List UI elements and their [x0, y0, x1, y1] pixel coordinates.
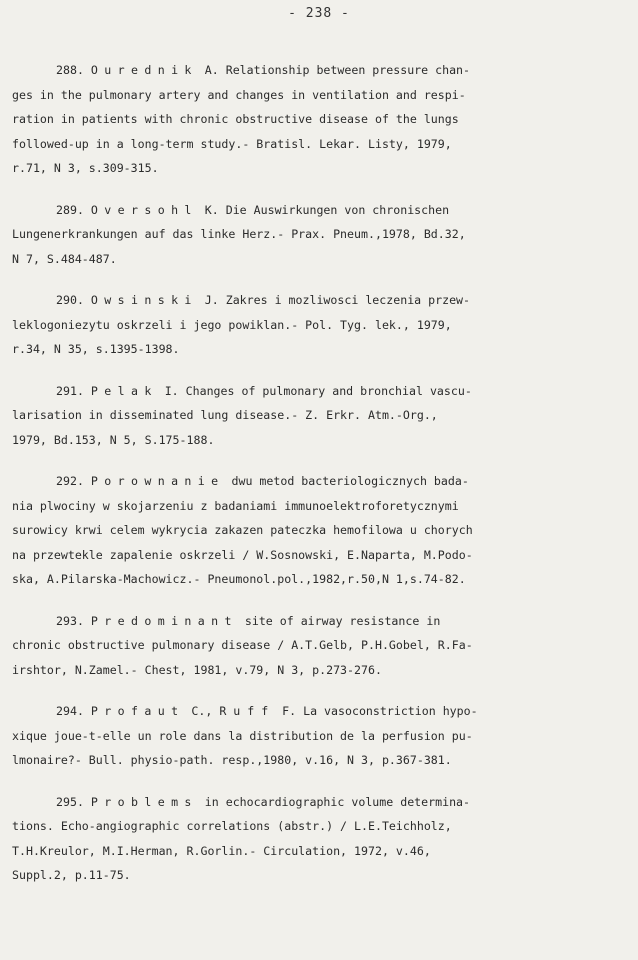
entry-number: 292. — [56, 474, 84, 488]
page-number: - 238 - — [288, 6, 350, 21]
entry-title-start: site of airway resistance in — [237, 613, 441, 628]
entry-first-line — [12, 790, 624, 815]
entry-line: followed-up in a long-term study.- Bratisl. Lekar. Listy, 1979, — [12, 136, 452, 151]
entry-number: 289. — [56, 202, 84, 217]
entry-author: Problems — [90, 794, 198, 809]
bibliography-entry — [12, 609, 624, 683]
entry-line: ska, A.Pilarska-Machowicz.- Pneumonol.pol.,1982,r.50,N 1,s.74-82. — [12, 572, 466, 586]
entry-number: 291. — [56, 383, 84, 398]
entry-author: Owsinski — [90, 293, 198, 307]
entry-author: Predominant — [90, 613, 238, 628]
entry-title-start: I. Changes of pulmonary and bronchial vascu- — [157, 383, 472, 398]
entry-first-line — [12, 288, 624, 313]
entry-number: 295. — [56, 794, 84, 809]
entry-line: ration in patients with chronic obstructive disease of the lungs — [12, 112, 459, 126]
entry-number: 288. — [56, 63, 84, 77]
entry-title-start: dwu metod bacteriologicznych bada- — [224, 474, 469, 488]
entry-line: surowicy krwi celem wykrycia zakazen pateczka hemofilowa u chorych — [12, 523, 473, 537]
entry-line: na przewtekle zapalenie oskrzeli / W.Sosnowski, E.Naparta, M.Podo- — [12, 547, 473, 562]
entry-author: Ourednik — [90, 63, 198, 77]
entry-first-line — [12, 379, 624, 404]
entry-number: 294. — [56, 704, 84, 718]
bibliography-entry — [12, 469, 624, 592]
entry-line: r.71, N 3, s.309-315. — [12, 161, 159, 175]
entry-line: lmonaire?- Bull. physio-path. resp.,1980, v.16, N 3, p.367-381. — [12, 753, 452, 767]
entry-title-start: C., R u f f F. La vasoconstriction hypo- — [184, 704, 478, 718]
entry-author: Porownanie — [90, 474, 225, 488]
entry-first-line — [12, 699, 624, 724]
entry-line: larisation in disseminated lung disease.- Z. Erkr. Atm.-Org., — [12, 408, 438, 422]
entry-author: Profaut — [90, 704, 185, 718]
entry-line: xique joue-t-elle un role dans la distribution de la perfusion pu- — [12, 728, 473, 743]
entry-author: Oversohl — [90, 202, 198, 217]
entry-line: ges in the pulmonary artery and changes in ventilation and respi- — [12, 87, 466, 102]
entry-line: irshtor, N.Zamel.- Chest, 1981, v.79, N 3, p.273-276. — [12, 662, 382, 677]
entry-line: leklogoniezytu oskrzeli i jego powiklan.- Pol. Tyg. lek., 1979, — [12, 317, 452, 332]
entry-title-start: K. Die Auswirkungen von chronischen — [197, 202, 450, 217]
entry-author: Pelak — [90, 383, 158, 398]
bibliography-entry — [12, 379, 624, 453]
entry-line: 1979, Bd.153, N 5, S.175-188. — [12, 432, 215, 447]
entry-number: 293. — [56, 613, 84, 628]
entry-line: Suppl.2, p.11-75. — [12, 868, 131, 882]
bibliography-entry — [12, 58, 624, 181]
entry-title-start: in echocardiographic volume determina- — [197, 794, 471, 809]
entry-line: T.H.Kreulor, M.I.Herman, R.Gorlin.- Circulation, 1972, v.46, — [12, 843, 431, 858]
entry-first-line — [12, 609, 624, 634]
entry-first-line — [12, 58, 624, 83]
entry-line: Lungenerkrankungen auf das linke Herz.- Prax. Pneum.,1978, Bd.32, — [12, 227, 466, 241]
entry-title-start: J. Zakres i mozliwosci leczenia przew- — [197, 293, 471, 307]
bibliography-list — [12, 58, 624, 905]
entry-title-start: A. Relationship between pressure chan- — [197, 63, 471, 77]
entry-number: 290. — [56, 293, 84, 307]
entry-line: chronic obstructive pulmonary disease / A.T.Gelb, P.H.Gobel, R.Fa- — [12, 638, 473, 652]
bibliography-entry — [12, 790, 624, 888]
entry-line: tions. Echo-angiographic correlations (abstr.) / L.E.Teichholz, — [12, 819, 452, 833]
entry-line: N 7, S.484-487. — [12, 251, 117, 266]
bibliography-entry — [12, 198, 624, 272]
entry-line: r.34, N 35, s.1395-1398. — [12, 342, 180, 356]
entry-first-line — [12, 198, 624, 223]
bibliography-entry — [12, 699, 624, 773]
entry-line: nia plwociny w skojarzeniu z badaniami immunoelektroforetycznymi — [12, 498, 459, 513]
entry-first-line — [12, 469, 624, 494]
bibliography-entry — [12, 288, 624, 362]
